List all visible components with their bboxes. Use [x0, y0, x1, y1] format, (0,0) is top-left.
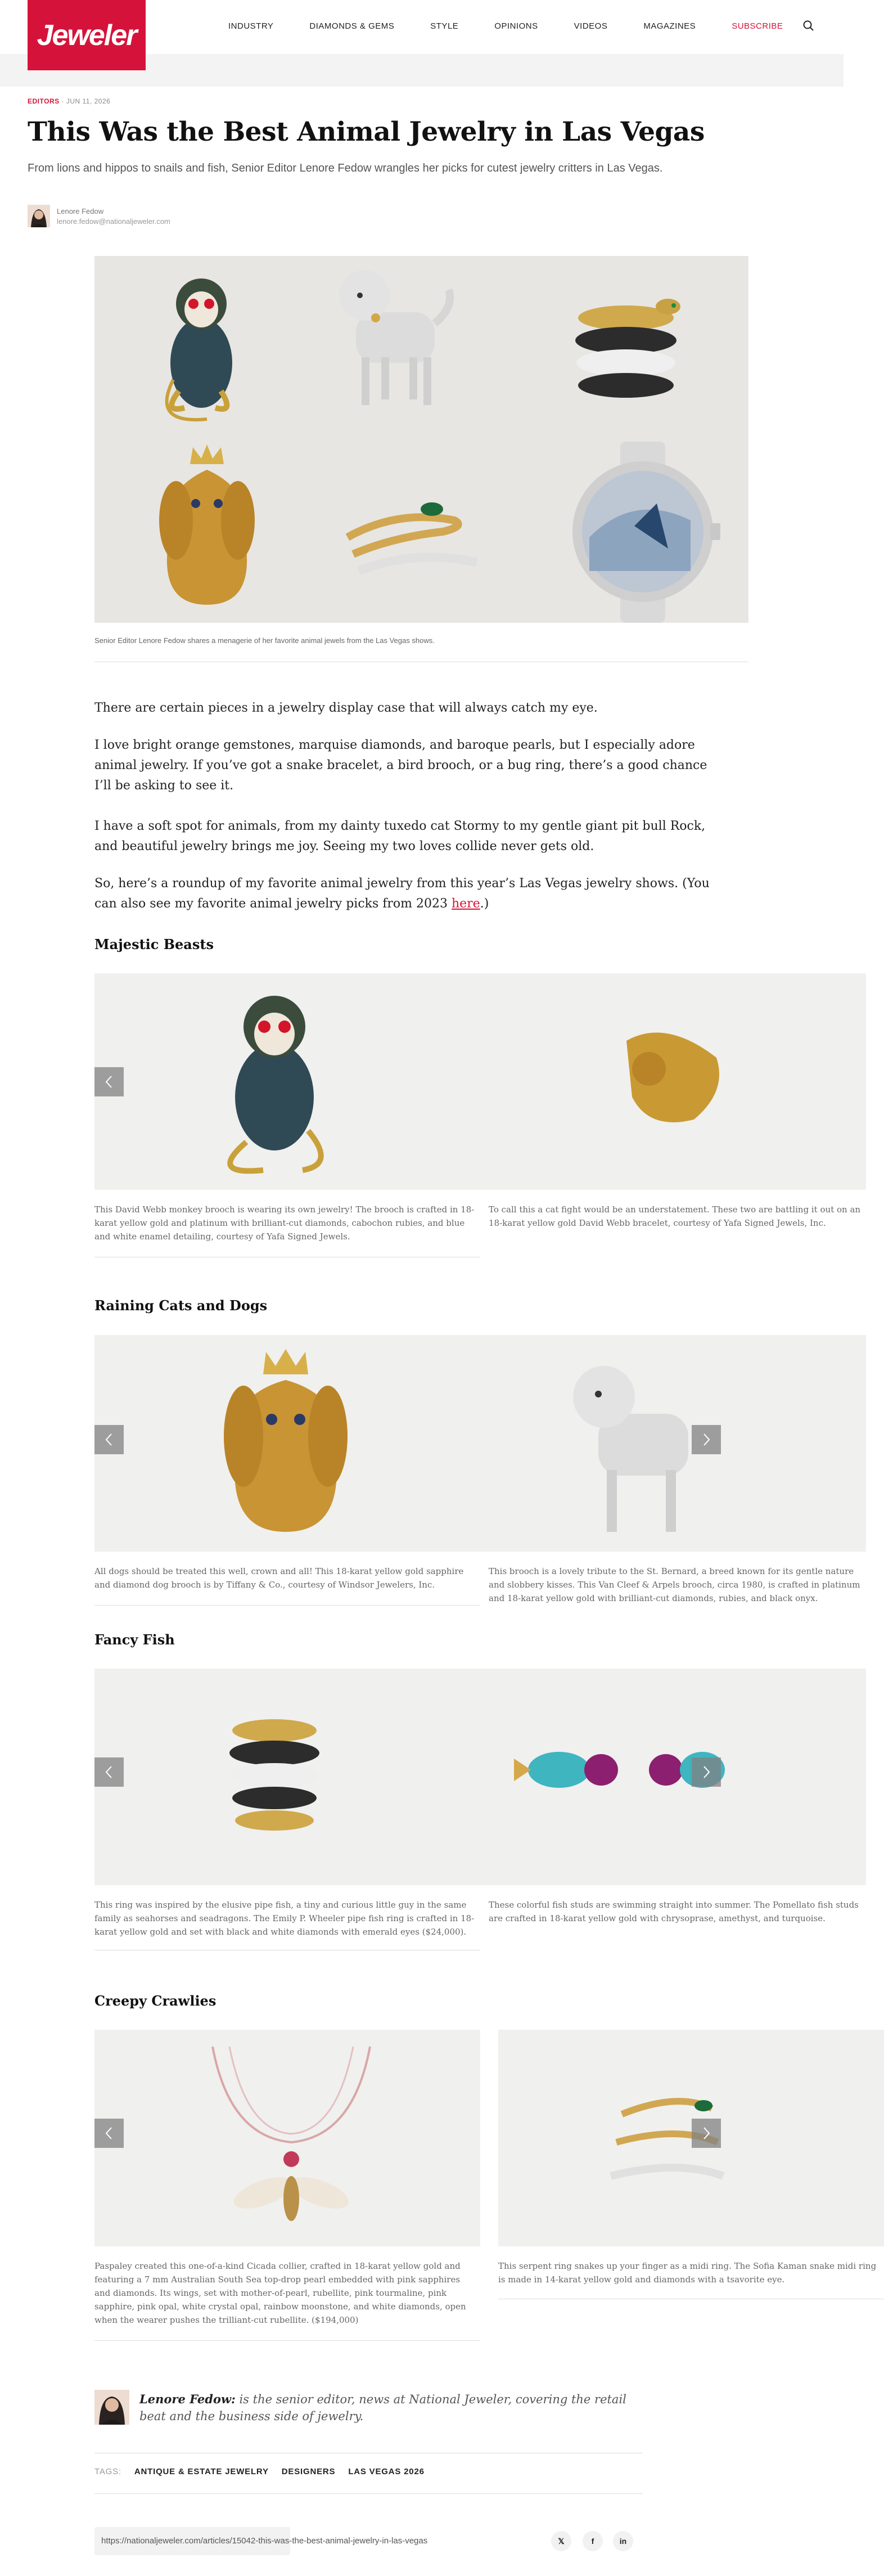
paragraph-4-text: So, here’s a roundup of my favorite animal jewelry from this year’s Las Vegas jewelry shows. (You can also see my favorite animal jewelry picks from 2023	[94, 876, 710, 911]
carousel-prev-button[interactable]	[94, 1757, 124, 1787]
section-heading-cats-dogs: Raining Cats and Dogs	[94, 1297, 268, 1314]
chevron-left-icon	[103, 1765, 115, 1779]
bio-author-name[interactable]: Lenore Fedow:	[139, 2392, 236, 2406]
article-title: This Was the Best Animal Jewelry in Las Vegas	[28, 116, 705, 147]
site-logo[interactable]: Jeweler	[28, 0, 146, 70]
slide-image-monkey-brooch	[94, 973, 480, 1190]
share-url-field[interactable]: https://nationaljeweler.com/articles/15042-this-was-the-best-animal-jewelry-in-las-vegas	[94, 2527, 290, 2555]
category-link[interactable]: EDITORS	[28, 97, 60, 105]
slide-caption: This serpent ring snakes up your finger as a midi ring. The Sofia Kaman snake midi ring is made in 14-karat yellow gold and diamonds with a tsavorite eye.	[498, 2261, 877, 2285]
carousel-next-button[interactable]	[692, 1425, 721, 1454]
article-dek: From lions and hippos to snails and fish, Senior Editor Lenore Fedow wrangles her picks for cutest jewelry critters in Las Vegas.	[28, 162, 663, 174]
chevron-left-icon	[103, 2126, 115, 2141]
nav-style[interactable]: STYLE	[430, 21, 459, 31]
bio-avatar[interactable]	[94, 2390, 129, 2425]
slide-divider	[94, 1605, 480, 1606]
nav-opinions[interactable]: OPINIONS	[494, 21, 538, 31]
slide-image-cat-bracelet	[480, 973, 866, 1190]
twitter-share-icon[interactable]: 𝕏	[551, 2531, 571, 2551]
hero-caption: Senior Editor Lenore Fedow shares a menagerie of her favorite animal jewels from the Las Vegas shows.	[94, 636, 435, 645]
site-header	[0, 0, 844, 54]
carousel-prev-button[interactable]	[94, 2119, 124, 2148]
hero-image	[94, 256, 748, 623]
nav-industry[interactable]: INDUSTRY	[228, 21, 274, 31]
chevron-left-icon	[103, 1432, 115, 1447]
nav-diamonds-gems[interactable]: DIAMONDS & GEMS	[309, 21, 395, 31]
paragraph-4-end: .)	[480, 897, 489, 911]
slide-image-fish-studs	[480, 1669, 866, 1885]
slide-image-cicada-collier	[94, 2030, 480, 2246]
slide-caption: This ring was inspired by the elusive pipe fish, a tiny and curious little guy in the same family as seahorses and seadragons. The Emily P. Wheeler pipe fish ring is crafted in 18-karat yellow gold and set with black and white diamonds with emerald eyes ($24,000).	[94, 1900, 475, 1937]
tag-las-vegas-2026[interactable]: LAS VEGAS 2026	[348, 2467, 425, 2476]
chevron-right-icon	[701, 2126, 712, 2141]
nav-videos[interactable]: VIDEOS	[574, 21, 608, 31]
tag-antique-estate[interactable]: ANTIQUE & ESTATE JEWELRY	[134, 2467, 269, 2476]
slide-divider	[94, 2340, 480, 2341]
chevron-left-icon	[103, 1075, 115, 1089]
publish-date: JUN 11, 2026	[66, 97, 111, 105]
carousel-prev-button[interactable]	[94, 1067, 124, 1096]
article-meta	[28, 97, 110, 105]
slide-image-pipe-fish-ring	[94, 1669, 480, 1885]
slide-image-dog-brooch	[94, 1335, 480, 1552]
tags-label: TAGS:	[94, 2467, 121, 2476]
paragraph-2: I love bright orange gemstones, marquise diamonds, and baroque pearls, but I especially adore animal jewelry. If you’ve got a snake bracelet, a bird brooch, or a bug ring, there’s a good chance I’ll be asking to see it.	[94, 738, 707, 793]
slide-caption: To call this a cat fight would be an understatement. These two are battling it out on an 18-karat yellow gold David Webb bracelet, courtesy of Yafa Signed Jewels, Inc.	[489, 1204, 861, 1228]
tags-divider	[94, 2493, 643, 2494]
carousel-majestic-beasts[interactable]	[94, 973, 861, 1260]
slide-caption: This David Webb monkey brooch is wearing its own jewelry! The brooch is crafted in 18-karat yellow gold and platinum with brilliant-cut diamonds, cabochon rubies, and blue and white enamel detailing, courtesy of Yafa Signed Jewels.	[94, 1204, 475, 1242]
tag-designers[interactable]: DESIGNERS	[281, 2467, 336, 2476]
bio-text	[139, 2391, 646, 2425]
carousel-prev-button[interactable]	[94, 1425, 124, 1454]
bio-description: is the senior editor, news at National Jeweler, covering the retail beat and the business side of jewelry.	[139, 2393, 626, 2423]
nav-magazines[interactable]: MAGAZINES	[643, 21, 696, 31]
search-icon[interactable]	[802, 19, 815, 33]
carousel-creepy-crawlies[interactable]	[94, 2030, 877, 2345]
monkey-brooch-icon	[167, 278, 232, 420]
chevron-right-icon	[701, 1432, 712, 1447]
slide-caption: All dogs should be treated this well, crown and all! This 18-karat yellow gold sapphire and diamond dog brooch is by Tiffany & Co., courtesy of Windsor Jewelers, Inc.	[94, 1566, 464, 1590]
slide-caption: These colorful fish studs are swimming straight into summer. The Pomellato fish studs are crafted in 18-karat yellow gold with chrysoprase, amethyst, and turquoise.	[489, 1900, 859, 1923]
slide-image-snake-midi-ring	[498, 2030, 884, 2246]
paragraph-3: I have a soft spot for animals, from my dainty tuxedo cat Stormy to my gentle giant pit bull Rock, and beautiful jewelry brings me joy. Seeing my two loves collide never gets old.	[94, 819, 706, 853]
carousel-next-button[interactable]	[692, 2119, 721, 2148]
tags-row	[94, 2467, 425, 2476]
main-nav	[228, 21, 783, 31]
carousel-fancy-fish[interactable]	[94, 1669, 859, 1955]
facebook-share-icon[interactable]: f	[583, 2531, 603, 2551]
slide-caption: Paspaley created this one-of-a-kind Cicada collier, crafted in 18-karat yellow gold and featuring a 7 mm Australian South Sea top-drop pearl embedded with pink sapphires and diamonds. Its wings, set with mother-of-pearl, rubellite, pink tourmaline, pink sapphire, pink opal, white crystal opal, rainbow moonstone, and white diamonds, open when the wearer pushes the trilliant-cut rubellite. ($194,000)	[94, 2261, 466, 2325]
section-heading-creepy-crawlies: Creepy Crawlies	[94, 1993, 217, 2009]
slide-caption: This brooch is a lovely tribute to the St. Bernard, a breed known for its gentle nature and slobbery kisses. This Van Cleef & Arpels brooch, circa 1980, is crafted in platinum and 18-karat yellow gold with brilliant-cut diamonds, rubies, and black onyx.	[489, 1566, 860, 1603]
author-email[interactable]: lenore.fedow@nationaljeweler.com	[57, 217, 170, 226]
linkedin-share-icon[interactable]: in	[613, 2531, 633, 2551]
archive-link[interactable]: here	[452, 897, 480, 911]
nav-subscribe[interactable]: SUBSCRIBE	[732, 21, 783, 31]
paragraph-1: There are certain pieces in a jewelry display case that will always catch my eye.	[94, 701, 598, 715]
author-avatar[interactable]	[28, 205, 50, 227]
meta-separator: ·	[61, 97, 64, 105]
carousel-next-button[interactable]	[692, 1757, 721, 1787]
section-heading-fancy-fish: Fancy Fish	[94, 1631, 175, 1648]
section-heading-majestic-beasts: Majestic Beasts	[94, 936, 214, 952]
author-name[interactable]: Lenore Fedow	[57, 207, 104, 215]
carousel-cats-dogs[interactable]	[94, 1335, 860, 1608]
paragraph-4	[94, 874, 719, 914]
slide-image-st-bernard-brooch	[480, 1335, 866, 1552]
share-row	[94, 2527, 657, 2555]
chevron-right-icon	[701, 1765, 712, 1779]
